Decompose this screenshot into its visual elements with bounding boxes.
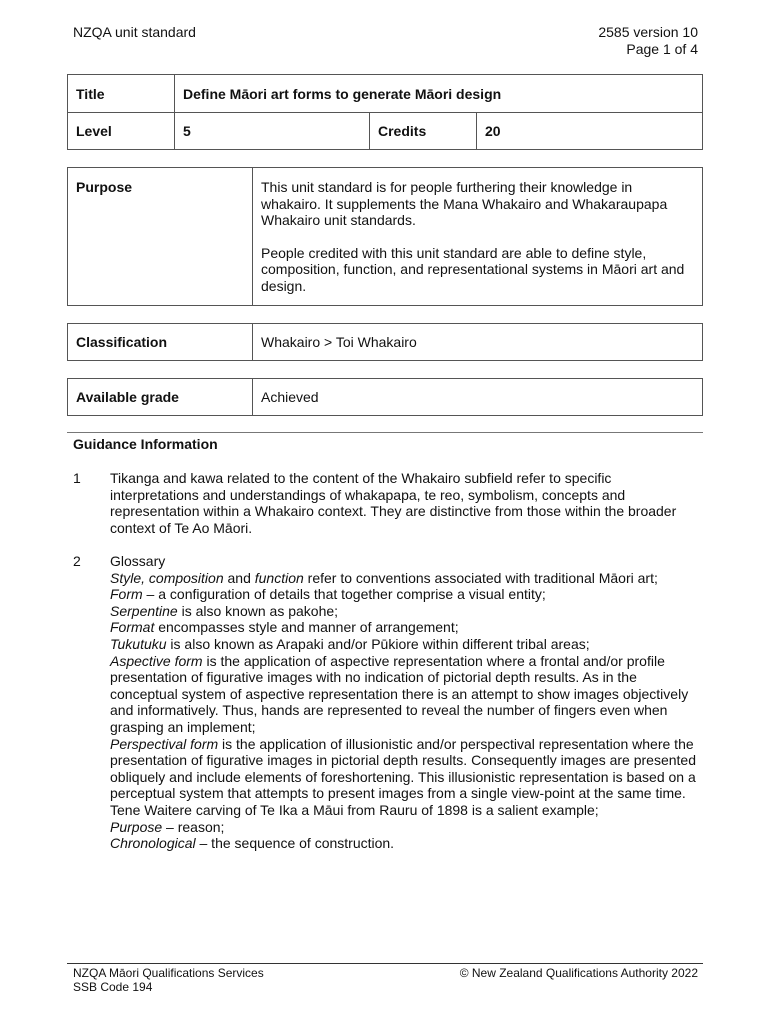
credits-value: 20 [477,113,703,150]
glossary-term: Tukutuku [110,635,167,652]
title-value: Define Māori art forms to generate Māori design [175,75,703,113]
footer-org: NZQA Māori Qualifications Services [73,966,264,980]
glossary-entry-format: Format encompasses style and manner of arrangement; [110,619,459,636]
version-label: 2585 version 10 [598,24,698,40]
glossary-entry-style: Style, composition and function refer to conventions associated with traditional Māori art; [110,569,658,586]
item-1-text: Tikanga and kawa related to the content of the Whakairo subfield refer to specific interpretations and understandings of whakapapa, te reo, symbolism, concepts and representation within a Whakairo context. They are distinctive from those within the broader context of Te Ao Māori. [110,470,677,536]
level-label: Level [68,113,175,150]
item-2-number: 2 [73,553,81,569]
glossary-term: Perspectival form [110,735,219,752]
glossary-entry-form: Form – a configuration of details that together comprise a visual entity; [110,586,546,603]
glossary-title: Glossary [110,553,166,569]
glossary-term: Style, composition [110,569,224,586]
footer-ssb-code: SSB Code 194 [73,980,153,994]
header-right [598,24,698,58]
purpose-paragraph-1: This unit standard is for people furthering their knowledge in whakairo. It supplements the Mana Whakairo and Whakaraupapa Whakairo unit standards. [261,179,668,229]
title-label: Title [68,75,175,113]
glossary-entry-aspective: Aspective form is the application of aspective representation where a frontal and/or profile presentation of figurative images with no indication of pictorial depth results. As in the conceptual system of aspective representation there is an attempt to show images objectively and informatively. Thus, hands are represented to reveal the number of fingers even when grasping an implement; [110,652,689,735]
footer-left [73,966,264,994]
glossary-term: Serpentine [110,602,178,619]
grade-table [67,378,703,416]
classification-table [67,323,703,361]
classification-label: Classification [68,324,253,361]
grade-value: Achieved [253,379,703,416]
footer-copyright: © New Zealand Qualifications Authority 2022 [459,966,698,980]
glossary-term: function [254,569,304,586]
level-value: 5 [175,113,370,150]
grade-label: Available grade [68,379,253,416]
item-1-number: 1 [73,470,81,486]
header-left: NZQA unit standard [73,24,196,40]
glossary-term: Format [110,619,155,636]
glossary [110,553,700,852]
classification-value: Whakairo > Toi Whakairo [253,324,703,361]
glossary-term: Form [110,586,143,603]
glossary-term: Chronological [110,835,196,852]
guidance-heading: Guidance Information [73,436,218,452]
purpose-table [67,167,703,306]
footer-rule [67,963,703,964]
purpose-label: Purpose [68,168,253,306]
purpose-content [253,168,703,306]
purpose-paragraph-2: People credited with this unit standard are able to define style, composition, function, and representational systems in Māori art and design. [261,244,685,294]
glossary-entry-purpose: Purpose – reason; [110,818,225,835]
glossary-entry-perspectival: Perspectival form is the application of illusionistic and/or perspectival representation where the presentation of figurative images in pictorial depth results. Consequently images are presented obliquely and include elements of foreshortening. This illusionistic representation is based on a perceptual system that attempts to present images from a single view-point at the same time. Tene Waitere carving of Te Ika a Māui from Rauru of 1898 is a salient example; [110,735,696,818]
glossary-entry-chronological: Chronological – the sequence of construction. [110,835,395,852]
glossary-entry-tukutuku: Tukutuku is also known as Arapaki and/or Pūkiore within different tribal areas; [110,635,590,652]
credits-label: Credits [370,113,477,150]
glossary-term: Purpose [110,818,163,835]
guidance-rule [67,432,703,433]
glossary-term: Aspective form [110,652,203,669]
page-number: Page 1 of 4 [626,41,698,57]
title-table [67,74,703,150]
glossary-entry-serpentine: Serpentine is also known as pakohe; [110,602,339,619]
